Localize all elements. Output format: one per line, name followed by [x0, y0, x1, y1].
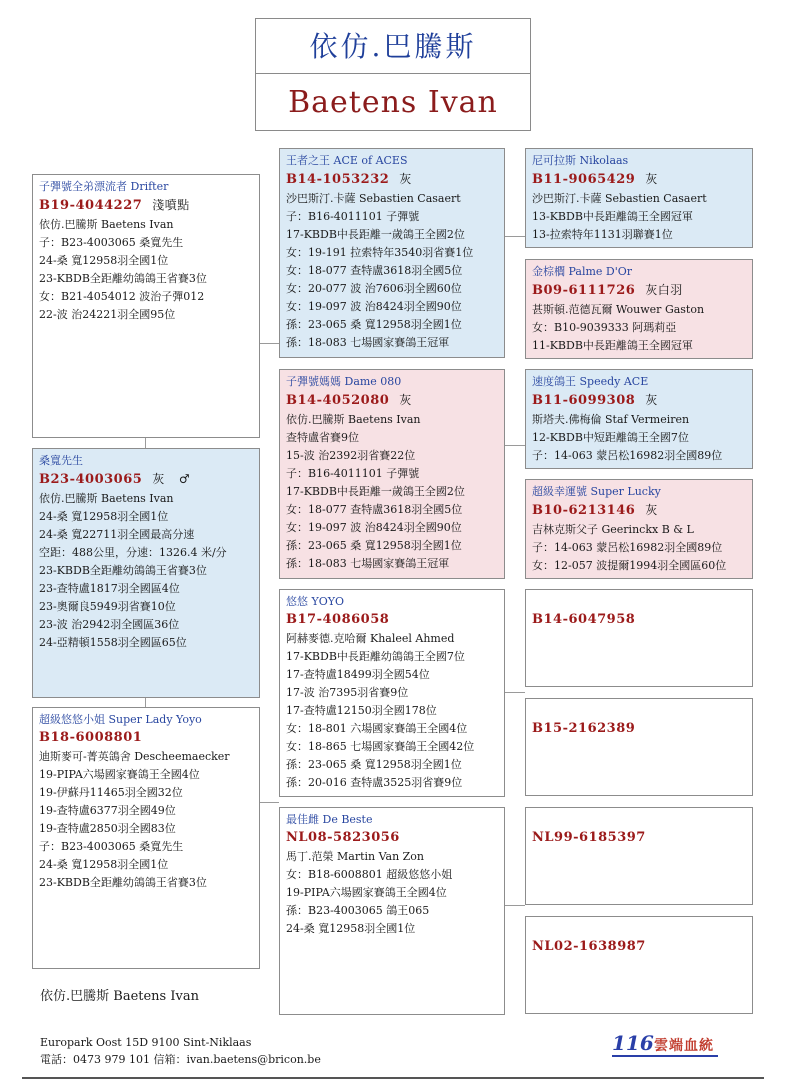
- sire-card: 桑寬先生 B23-4003065 灰 ♂ 依仿.巴騰斯 Baetens Ivan 24-桑 寬12958羽全國1位 24-桑 寬22711羽全國最高分速 空距：488公里，分速：1326.4 米/分 23-KBDB全距離幼鴿鴿王省賽3位 23-查特盧1817羽全國區4位 23-奧爾良5949羽省賽10位 23-波 治2942羽全國區36位 24-亞精頓1558羽全國區65位: [32, 448, 260, 698]
- footer-owner: 依仿.巴騰斯 Baetens Ivan: [40, 989, 199, 1004]
- dam-ring: B18-6008801: [39, 730, 143, 745]
- sire-dam-card: 子彈號媽媽 Dame 080 B14-4052080 灰 依仿.巴騰斯 Baetens Ivan 查特盧省賽9位 15-波 治2392羽省賽22位 子：B16-4011101 子彈號 17-KBDB中長距離一歲鴿王全國2位 女：18-077 查特盧3618羽全國5位 女：19-097 波 治8424羽全國90位 孫：23-065 桑 寬12958羽全國1位 孫：18-083 七場國家賽鴿王冠軍: [279, 369, 505, 579]
- connector-line: [145, 697, 146, 707]
- dds-card: NL99-6185397: [525, 807, 753, 905]
- dam-dam-card: 最佳雌 De Beste NL08-5823056 馬丁.范榮 Martin Van Zon 女：B18-6008801 超級悠悠小姐 19-PIPA六場國家賽鴿王全國4位 孫：B23-4003065 鴿王065 24-桑 寬12958羽全國1位: [279, 807, 505, 1015]
- connector-line: [259, 802, 279, 803]
- sdd-card: 超級幸運號 Super Lucky B10-6213146 灰 吉林克斯父子 Geerinckx B & L 子：14-063 蒙呂松16982羽全國89位 女：12-057 波提爾1994羽全國區60位: [525, 479, 753, 579]
- dam-name: 超級悠悠小姐 Super Lady Yoyo: [39, 713, 202, 726]
- connector-line: [504, 236, 525, 237]
- owner-name-english: Baetens Ivan: [255, 73, 531, 131]
- dam-sire-card: 悠悠 YOYO B17-4086058 阿赫麥德.克哈爾 Khaleel Ahmed 17-KBDB中長距離幼鴿鴿王全國7位 17-查特盧18499羽全國54位 17-波 治7395羽省賽9位 17-查特盧12150羽全國178位 女：18-801 六場國家賽鴿王全國4位 女：18-865 七場國家賽鴿王全國42位 孫：23-065 桑 寬12958羽全國1位 孫：20-016 查特盧3525羽省賽9位: [279, 589, 505, 797]
- pigeon-ring: B19-4044227 淺噴點: [39, 198, 190, 213]
- ssd-card: 金棕櫚 Palme D'Or B09-6111726 灰白羽 甚斯頓.范德瓦爾 Wouwer Gaston 女：B10-9039333 阿瑪莉亞 11-KBDB中長距離鴿王全國冠軍: [525, 259, 753, 359]
- dss-card: B14-6047958: [525, 589, 753, 687]
- logo: 116 雲端血統: [612, 1031, 722, 1057]
- sire-sire-card: 王者之王 ACE of ACES B14-1053232 灰 沙巴斯汀.卡薩 Sebastien Casaert 子：B16-4011101 子彈號 17-KBDB中長距離一歲鴿王全國2位 女：19-191 拉索特年3540羽省賽1位 女：18-077 查特盧3618羽全國5位 女：20-077 波 治7606羽全國60位 女：19-097 波 治8424羽全國90位 孫：23-065 桑 寬12958羽全國1位 孫：18-083 七場國家賽鴿王冠軍: [279, 148, 505, 358]
- sire-name: 桑寬先生: [39, 454, 83, 467]
- connector-line: [504, 692, 525, 693]
- sds-card: 速度鴿王 Speedy ACE B11-6099308 灰 斯塔夫.佛梅倫 Staf Vermeiren 12-KBDB中短距離鴿王全國7位 子：14-063 蒙呂松16982羽全國89位: [525, 369, 753, 469]
- pigeon-name: 子彈號全弟漂流者 Drifter: [39, 180, 169, 193]
- male-icon: ♂: [178, 472, 191, 486]
- ddd-card: NL02-1638987: [525, 916, 753, 1014]
- dsd-card: B15-2162389: [525, 698, 753, 796]
- connector-line: [504, 445, 525, 446]
- connector-line: [259, 343, 279, 344]
- sss-card: 尼可拉斯 Nikolaas B11-9065429 灰 沙巴斯汀.卡薩 Sebastien Casaert 13-KBDB中長距離鴿王全國冠軍 13-拉索特年1131羽聯賽1位: [525, 148, 753, 248]
- connector-line: [145, 437, 146, 448]
- pigeon-card: 子彈號全弟漂流者 Drifter B19-4044227 淺噴點 依仿.巴騰斯 Baetens Ivan 子：B23-4003065 桑寬先生 24-桑 寬12958羽全國1位 23-KBDB全距離幼鴿鴿王省賽3位 女：B21-4054012 波治子彈012 22-波 治24221羽全國95位: [32, 174, 260, 438]
- dam-card: 超級悠悠小姐 Super Lady Yoyo B18-6008801 迪斯麥可-菁英鴿舍 Descheemaecker 19-PIPA六場國家賽鴿王全國4位 19-伊蘇丹11465羽全國32位 19-查特盧6377羽全國49位 19-查特盧2850羽全國83位 子：B23-4003065 桑寬先生 24-桑 寬12958羽全國1位 23-KBDB全距離幼鴿鴿王省賽3位: [32, 707, 260, 969]
- connector-line: [504, 905, 525, 906]
- bottom-rule: [22, 1077, 764, 1079]
- footer-contact: Europark Oost 15D 9100 Sint-Niklaas 電話：0473 979 101 信箱：ivan.baetens@bricon.be: [40, 1036, 321, 1066]
- sire-ring: B23-4003065 灰 ♂: [39, 472, 191, 487]
- owner-name-chinese: 依仿.巴騰斯: [255, 18, 531, 74]
